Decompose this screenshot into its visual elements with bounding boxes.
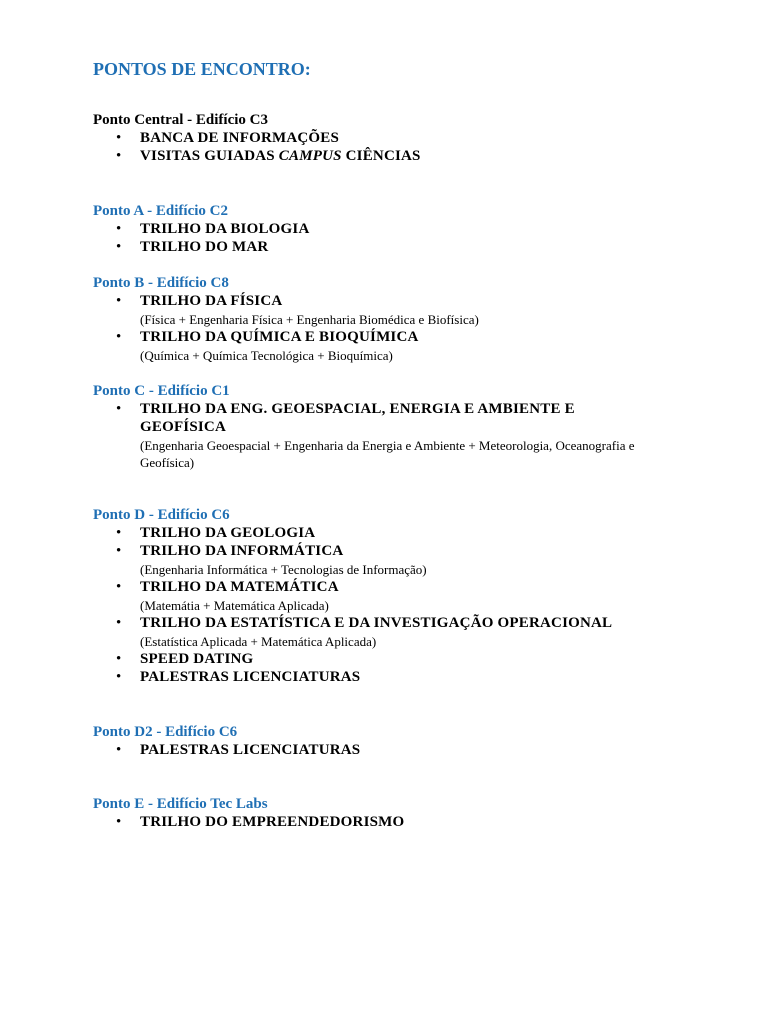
bullet-icon: •: [116, 130, 122, 146]
item-label: SPEED DATING: [140, 651, 254, 667]
bullet-icon: •: [116, 651, 122, 667]
bullet-icon: •: [116, 543, 122, 559]
item-description: (Química + Química Tecnológica + Bioquímica): [140, 348, 393, 363]
item-description: (Estatística Aplicada + Matemática Aplicada): [140, 634, 377, 649]
item-description: (Física + Engenharia Física + Engenharia Biomédica e Biofísica): [140, 312, 479, 327]
item-label: TRILHO DA BIOLOGIA: [140, 221, 310, 237]
section-ponto-b: [93, 274, 733, 364]
list-item: [93, 400, 733, 471]
list-item: [93, 668, 733, 686]
item-label: TRILHO DA ENG. GEOESPACIAL, ENERGIA E AMBIENTE E GEOFÍSICA: [140, 401, 575, 435]
list-item: [93, 524, 733, 542]
bullet-icon: •: [116, 239, 122, 255]
item-label: BANCA DE INFORMAÇÕES: [140, 130, 340, 146]
item-label: TRILHO DO EMPREENDEDORISMO: [140, 814, 405, 830]
item-label: PALESTRAS LICENCIATURAS: [140, 742, 361, 758]
item-list: [93, 129, 733, 165]
item-label: TRILHO DA ESTATÍSTICA E DA INVESTIGAÇÃO OPERACIONAL: [140, 615, 613, 631]
item-label: TRILHO DA INFORMÁTICA: [140, 543, 344, 559]
section-ponto-a: [93, 202, 733, 256]
item-list: [93, 813, 733, 831]
bullet-icon: •: [116, 669, 122, 685]
section-ponto-central: [93, 111, 733, 165]
bullet-icon: •: [116, 148, 122, 164]
list-item: [93, 741, 733, 759]
section-heading: Ponto C - Edifício C1: [93, 383, 230, 399]
list-item: [93, 578, 733, 614]
item-list: [93, 400, 733, 471]
item-label: TRILHO DA QUÍMICA E BIOQUÍMICA: [140, 329, 419, 345]
bullet-icon: •: [116, 525, 122, 541]
bullet-icon: •: [116, 221, 122, 237]
section-heading: Ponto D2 - Edifício C6: [93, 724, 238, 740]
section-heading: Ponto B - Edifício C8: [93, 275, 229, 291]
item-label-pre: VISITAS GUIADAS: [140, 148, 279, 164]
list-item: [93, 220, 733, 238]
item-list: [93, 220, 733, 256]
bullet-icon: •: [116, 615, 122, 631]
item-list: [93, 524, 733, 686]
document-page: [93, 57, 733, 831]
list-item: [93, 328, 733, 364]
item-label: TRILHO DA GEOLOGIA: [140, 525, 316, 541]
item-label-post: CIÊNCIAS: [341, 148, 421, 164]
item-label: [140, 147, 733, 165]
section-heading: Ponto D - Edifício C6: [93, 507, 230, 523]
item-label: TRILHO DO MAR: [140, 239, 269, 255]
list-item: [93, 238, 733, 256]
bullet-icon: •: [116, 293, 122, 309]
bullet-icon: •: [116, 579, 122, 595]
list-item: [93, 813, 733, 831]
list-item: [93, 650, 733, 668]
bullet-icon: •: [116, 329, 122, 345]
item-label: TRILHO DA FÍSICA: [140, 293, 283, 309]
section-heading: Ponto E - Edifício Tec Labs: [93, 796, 268, 812]
list-item: [93, 614, 733, 650]
section-heading: Ponto Central - Edifício C3: [93, 112, 268, 128]
item-label: TRILHO DA MATEMÁTICA: [140, 579, 339, 595]
item-label-emphasis: CAMPUS: [278, 148, 342, 164]
section-ponto-d: [93, 506, 733, 686]
list-item: [93, 129, 733, 147]
list-item: [93, 147, 733, 165]
bullet-icon: •: [116, 814, 122, 830]
item-description: (Matemátia + Matemática Aplicada): [140, 598, 329, 613]
item-label: PALESTRAS LICENCIATURAS: [140, 669, 361, 685]
section-ponto-d2: [93, 723, 733, 759]
item-description: (Engenharia Geoespacial + Engenharia da Energia e Ambiente + Meteorologia, Oceanografia e Geofísica): [140, 438, 635, 470]
bullet-icon: •: [116, 401, 122, 417]
item-description: (Engenharia Informática + Tecnologias de Informação): [140, 562, 427, 577]
list-item: [93, 542, 733, 578]
section-ponto-e: [93, 795, 733, 831]
section-ponto-c: [93, 382, 733, 471]
bullet-icon: •: [116, 742, 122, 758]
item-list: [93, 292, 733, 364]
page-title: PONTOS DE ENCONTRO:: [93, 59, 311, 79]
list-item: [93, 292, 733, 328]
section-heading: Ponto A - Edifício C2: [93, 203, 229, 219]
item-list: [93, 741, 733, 759]
